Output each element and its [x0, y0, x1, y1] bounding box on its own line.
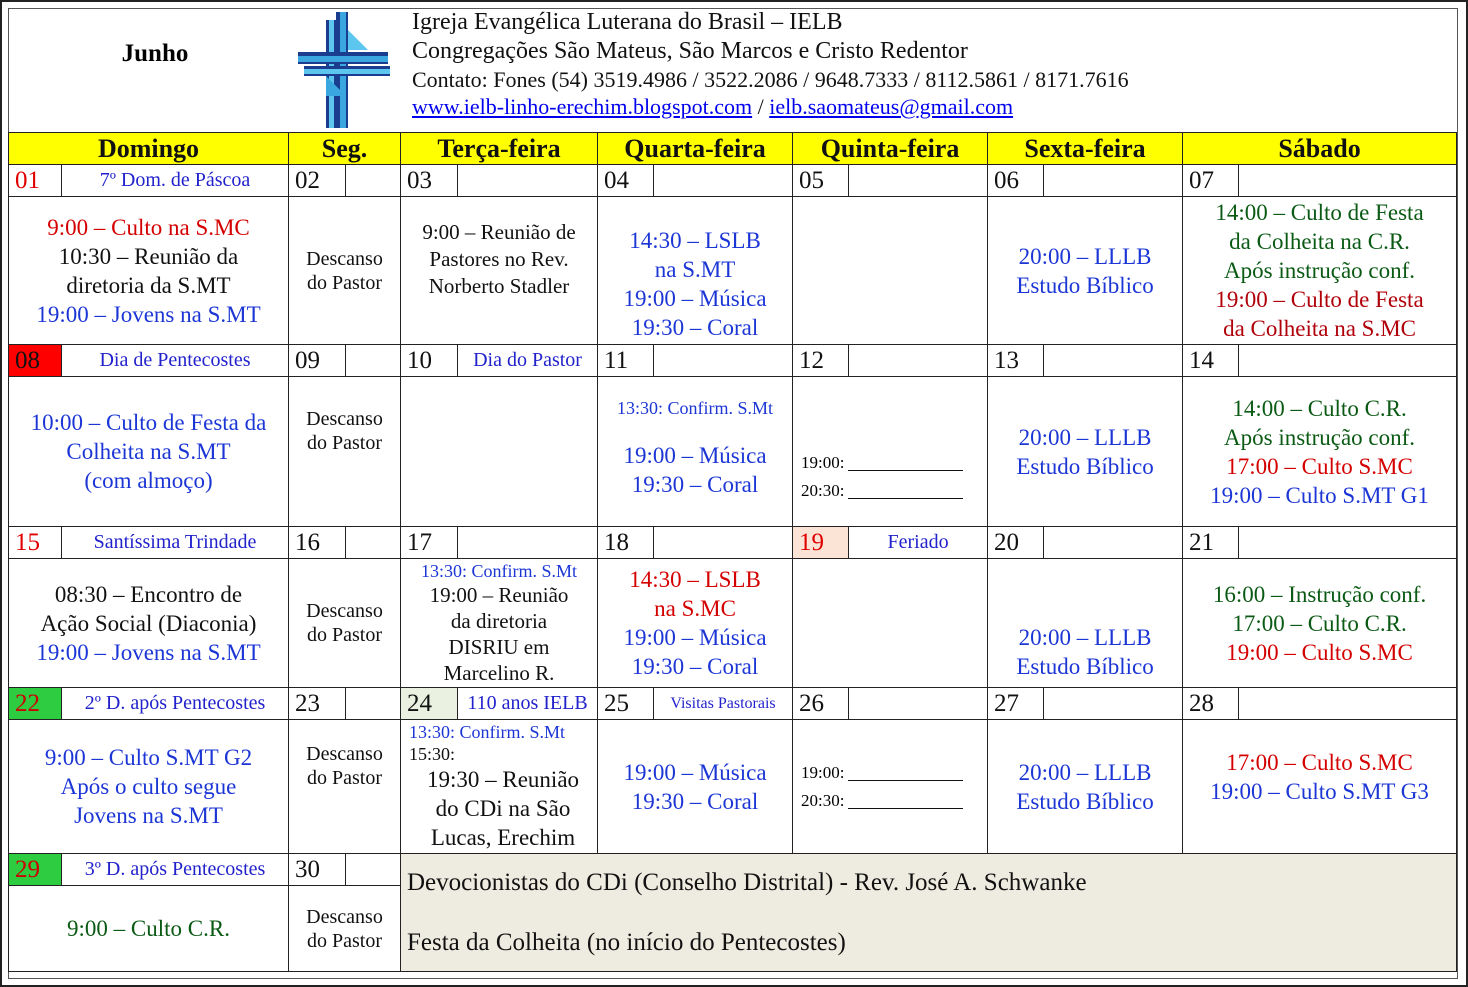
date-cell: 28	[1183, 688, 1239, 720]
date-cell: 07	[1183, 165, 1239, 197]
event-line: 13:30: Confirm. S.Mt	[617, 398, 774, 418]
links-line	[412, 93, 1312, 120]
contact-phones: Contato: Fones (54) 3519.4986 / 3522.2086 / 9648.7333 / 8112.5861 / 8171.7616	[412, 67, 1129, 92]
event-line: 10:30 – Reunião da	[58, 243, 239, 269]
blank-slot	[801, 791, 987, 811]
day-header-sexta: Sexta-feira	[988, 133, 1183, 165]
date-cell: 23	[289, 688, 346, 720]
events-row-week3	[9, 559, 1457, 688]
date-cell: 17	[401, 527, 458, 559]
footer-line-devocionistas: Devocionistas do CDi (Conselho Distrital) - Rev. José A. Schwanke	[407, 868, 1087, 896]
date-row-week3	[9, 527, 1457, 559]
date-label: Visitas Pastorais	[654, 688, 793, 720]
blog-link[interactable]: www.ielb-linho-erechim.blogspot.com	[412, 94, 753, 119]
date-cell: 12	[793, 345, 849, 377]
event-line: Ação Social (Diaconia)	[40, 610, 257, 636]
event-line: 19:00 – Música	[623, 625, 767, 650]
events-cell	[401, 197, 598, 345]
event-line: 9:00 – Culto C.R.	[67, 916, 230, 941]
event-line: 19:00 – Jovens na S.MT	[36, 301, 261, 327]
event-line: Descanso	[306, 408, 383, 430]
event-line: 17:00 – Culto S.MC	[1226, 750, 1413, 775]
event-line: Descanso	[306, 743, 383, 765]
events-cell	[289, 559, 401, 688]
events-cell	[289, 886, 401, 972]
date-label: Feriado	[849, 527, 988, 559]
event-line: do Pastor	[307, 929, 382, 952]
date-cell: 25	[598, 688, 654, 720]
date-cell: 27	[988, 688, 1044, 720]
event-line: Colheita na S.MT	[66, 439, 231, 464]
email-link[interactable]: ielb.saomateus@gmail.com	[769, 94, 1014, 119]
event-line: 19:30 – Coral	[631, 654, 759, 679]
date-row-week5	[9, 854, 1457, 886]
event-line: 14:00 – Culto C.R.	[1232, 395, 1407, 421]
fill-line	[848, 454, 963, 471]
events-row-week4	[9, 720, 1457, 854]
event-line: 14:30 – LSLB	[629, 228, 761, 253]
event-line: do Pastor	[307, 624, 382, 646]
slot-time: 20:30:	[801, 480, 845, 500]
event-line: do Pastor	[307, 767, 382, 789]
events-cell	[793, 720, 988, 854]
date-label: Santíssima Trindade	[62, 527, 289, 559]
events-cell	[1183, 559, 1457, 688]
date-label: Dia de Pentecostes	[62, 345, 289, 377]
event-line: DISRIU em	[448, 635, 550, 659]
slot-time: 19:00:	[801, 762, 845, 782]
date-label: Dia do Pastor	[458, 345, 598, 377]
events-cell	[598, 377, 793, 527]
event-line: da Colheita na C.R.	[1229, 229, 1410, 254]
date-cell: 29	[9, 854, 62, 886]
event-line: Estudo Bíblico	[1016, 453, 1154, 479]
event-line: na S.MT	[654, 257, 736, 282]
events-cell	[9, 720, 289, 854]
church-name: Igreja Evangélica Luterana do Brasil – IELB	[412, 9, 843, 35]
event-line: 19:00 – Música	[623, 443, 767, 468]
event-line: 20:00 – LLLB	[1018, 243, 1152, 269]
date-label: 3º D. após Pentecostes	[62, 854, 289, 886]
events-cell	[1183, 197, 1457, 345]
event-line: 13:30: Confirm. S.Mt	[409, 722, 566, 742]
blank-slot	[801, 763, 987, 783]
event-line: Marcelino R.	[443, 661, 555, 685]
events-cell	[988, 720, 1183, 854]
event-line: 19:00 – Culto S.MT G1	[1210, 482, 1429, 508]
events-cell	[289, 197, 401, 345]
date-cell: 16	[289, 527, 346, 559]
date-row-week1	[9, 165, 1457, 197]
day-header-terca: Terça-feira	[401, 133, 598, 165]
events-row-week2	[9, 377, 1457, 527]
event-line: do CDi na São	[435, 796, 571, 821]
event-line: 19:00 – Culto de Festa	[1215, 287, 1424, 312]
date-cell: 26	[793, 688, 849, 720]
events-cell	[401, 559, 598, 688]
date-label: 110 anos IELB	[458, 688, 598, 720]
date-cell: 05	[793, 165, 849, 197]
events-cell	[1183, 720, 1457, 854]
link-separator: /	[752, 94, 770, 119]
events-cell	[9, 197, 289, 345]
event-line: 19:00 – Música	[623, 286, 767, 311]
event-line: 20:00 – LLLB	[1018, 625, 1152, 650]
day-header-quinta: Quinta-feira	[793, 133, 988, 165]
event-line: 20:00 – LLLB	[1018, 424, 1152, 450]
date-row-week4	[9, 688, 1457, 720]
event-line: 14:30 – LSLB	[629, 567, 761, 592]
event-line: 19:00 – Música	[623, 759, 767, 785]
events-row-week1	[9, 197, 1457, 345]
event-line: Descanso	[306, 247, 383, 270]
date-cell: 14	[1183, 345, 1239, 377]
date-cell: 30	[289, 854, 346, 886]
church-header	[412, 8, 1312, 120]
events-cell	[988, 197, 1183, 345]
weekday-header-row	[9, 133, 1457, 165]
event-line: da Colheita na S.MC	[1223, 316, 1416, 341]
event-line: Norberto Stadler	[428, 274, 570, 298]
event-line: do Pastor	[307, 271, 382, 294]
events-cell	[988, 559, 1183, 688]
events-cell	[988, 377, 1183, 527]
event-line: 08:30 – Encontro de	[54, 581, 243, 607]
event-line: da diretoria	[450, 609, 548, 633]
events-cell	[401, 377, 598, 527]
event-line: Jovens na S.MT	[74, 803, 223, 828]
event-line: 19:30 – Coral	[631, 472, 759, 497]
date-row-week2	[9, 345, 1457, 377]
event-line: 19:00 – Culto S.MT G3	[1210, 779, 1429, 804]
date-cell: 01	[9, 165, 62, 197]
event-line: 19:00 – Culto S.MC	[1226, 639, 1413, 665]
date-cell: 21	[1183, 527, 1239, 559]
event-line: 19:30 – Coral	[631, 788, 759, 814]
event-line: 19:00 – Reunião	[429, 583, 569, 607]
event-line: 9:00 – Reunião de	[422, 220, 576, 244]
event-line: Estudo Bíblico	[1016, 654, 1154, 679]
date-cell: 09	[289, 345, 346, 377]
events-cell	[598, 197, 793, 345]
slot-time: 19:00:	[801, 452, 845, 472]
date-cell: 18	[598, 527, 654, 559]
date-cell: 20	[988, 527, 1044, 559]
event-line: Estudo Bíblico	[1016, 788, 1154, 814]
blank-slot	[801, 453, 987, 473]
events-cell	[598, 559, 793, 688]
date-cell: 15	[9, 527, 62, 559]
date-cell: 19	[793, 527, 849, 559]
date-cell: 02	[289, 165, 346, 197]
date-cell: 10	[401, 345, 458, 377]
event-line: 19:00 – Jovens na S.MT	[36, 639, 261, 665]
event-line: Após o culto segue	[60, 774, 237, 799]
date-label: 7º Dom. de Páscoa	[62, 165, 289, 197]
event-line: 14:00 – Culto de Festa	[1215, 200, 1424, 225]
event-line: (com almoço)	[84, 468, 213, 493]
events-cell	[401, 720, 598, 854]
events-cell	[9, 886, 289, 972]
event-line: 20:00 – LLLB	[1018, 759, 1152, 785]
events-cell	[793, 377, 988, 527]
date-cell: 04	[598, 165, 654, 197]
event-line: Descanso	[306, 600, 383, 622]
events-cell	[793, 197, 988, 345]
date-label: 2º D. após Pentecostes	[62, 688, 289, 720]
congregations: Congregações São Mateus, São Marcos e Cristo Redentor	[412, 38, 968, 64]
event-line: 9:00 – Culto na S.MC	[47, 214, 250, 240]
events-cell	[289, 720, 401, 854]
event-line: do Pastor	[307, 432, 382, 454]
day-header-seg: Seg.	[289, 133, 401, 165]
events-cell	[9, 377, 289, 527]
event-line: na S.MC	[654, 596, 736, 621]
event-line: 10:00 – Culto de Festa da	[30, 410, 267, 435]
event-line: 19:30 – Reunião	[426, 767, 580, 792]
event-line: Estudo Bíblico	[1016, 272, 1154, 298]
events-cell	[9, 559, 289, 688]
event-line: Após instrução conf.	[1224, 424, 1416, 450]
event-line: Lucas, Erechim	[430, 825, 576, 850]
event-line: Descanso	[306, 905, 383, 928]
fill-line	[848, 764, 963, 781]
events-cell	[598, 720, 793, 854]
event-line: 19:30 – Coral	[631, 315, 759, 340]
event-line: 16:00 – Instrução conf.	[1212, 581, 1427, 607]
day-header-domingo: Domingo	[9, 133, 289, 165]
event-line: 17:00 – Culto S.MC	[1226, 453, 1413, 479]
event-line: Após instrução conf.	[1224, 258, 1416, 283]
month-title: Junho	[121, 40, 189, 67]
fill-line	[848, 482, 963, 499]
date-cell: 13	[988, 345, 1044, 377]
footer-line-festa: Festa da Colheita (no início do Pentecostes)	[407, 928, 846, 956]
date-cell: 08	[9, 345, 62, 377]
day-header-quarta: Quarta-feira	[598, 133, 793, 165]
slot-time: 20:30:	[801, 790, 845, 810]
event-line: 13:30: Confirm. S.Mt	[421, 561, 578, 581]
date-cell: 06	[988, 165, 1044, 197]
events-cell	[793, 559, 988, 688]
event-line: Pastores no Rev.	[429, 247, 569, 271]
event-line: 15:30:	[409, 744, 456, 764]
cross-logo-icon	[296, 10, 396, 130]
day-header-sabado: Sábado	[1183, 133, 1457, 165]
date-cell: 24	[401, 688, 458, 720]
footer-notes	[401, 854, 1457, 972]
date-cell: 22	[9, 688, 62, 720]
events-cell	[289, 377, 401, 527]
events-cell	[1183, 377, 1457, 527]
event-line: diretoria da S.MT	[66, 272, 231, 298]
calendar-table	[8, 132, 1457, 972]
blank-slot	[801, 481, 987, 501]
date-cell: 11	[598, 345, 654, 377]
fill-line	[848, 792, 963, 809]
event-line: 17:00 – Culto C.R.	[1232, 610, 1407, 636]
date-cell: 03	[401, 165, 458, 197]
event-line: 9:00 – Culto S.MT G2	[44, 745, 253, 770]
